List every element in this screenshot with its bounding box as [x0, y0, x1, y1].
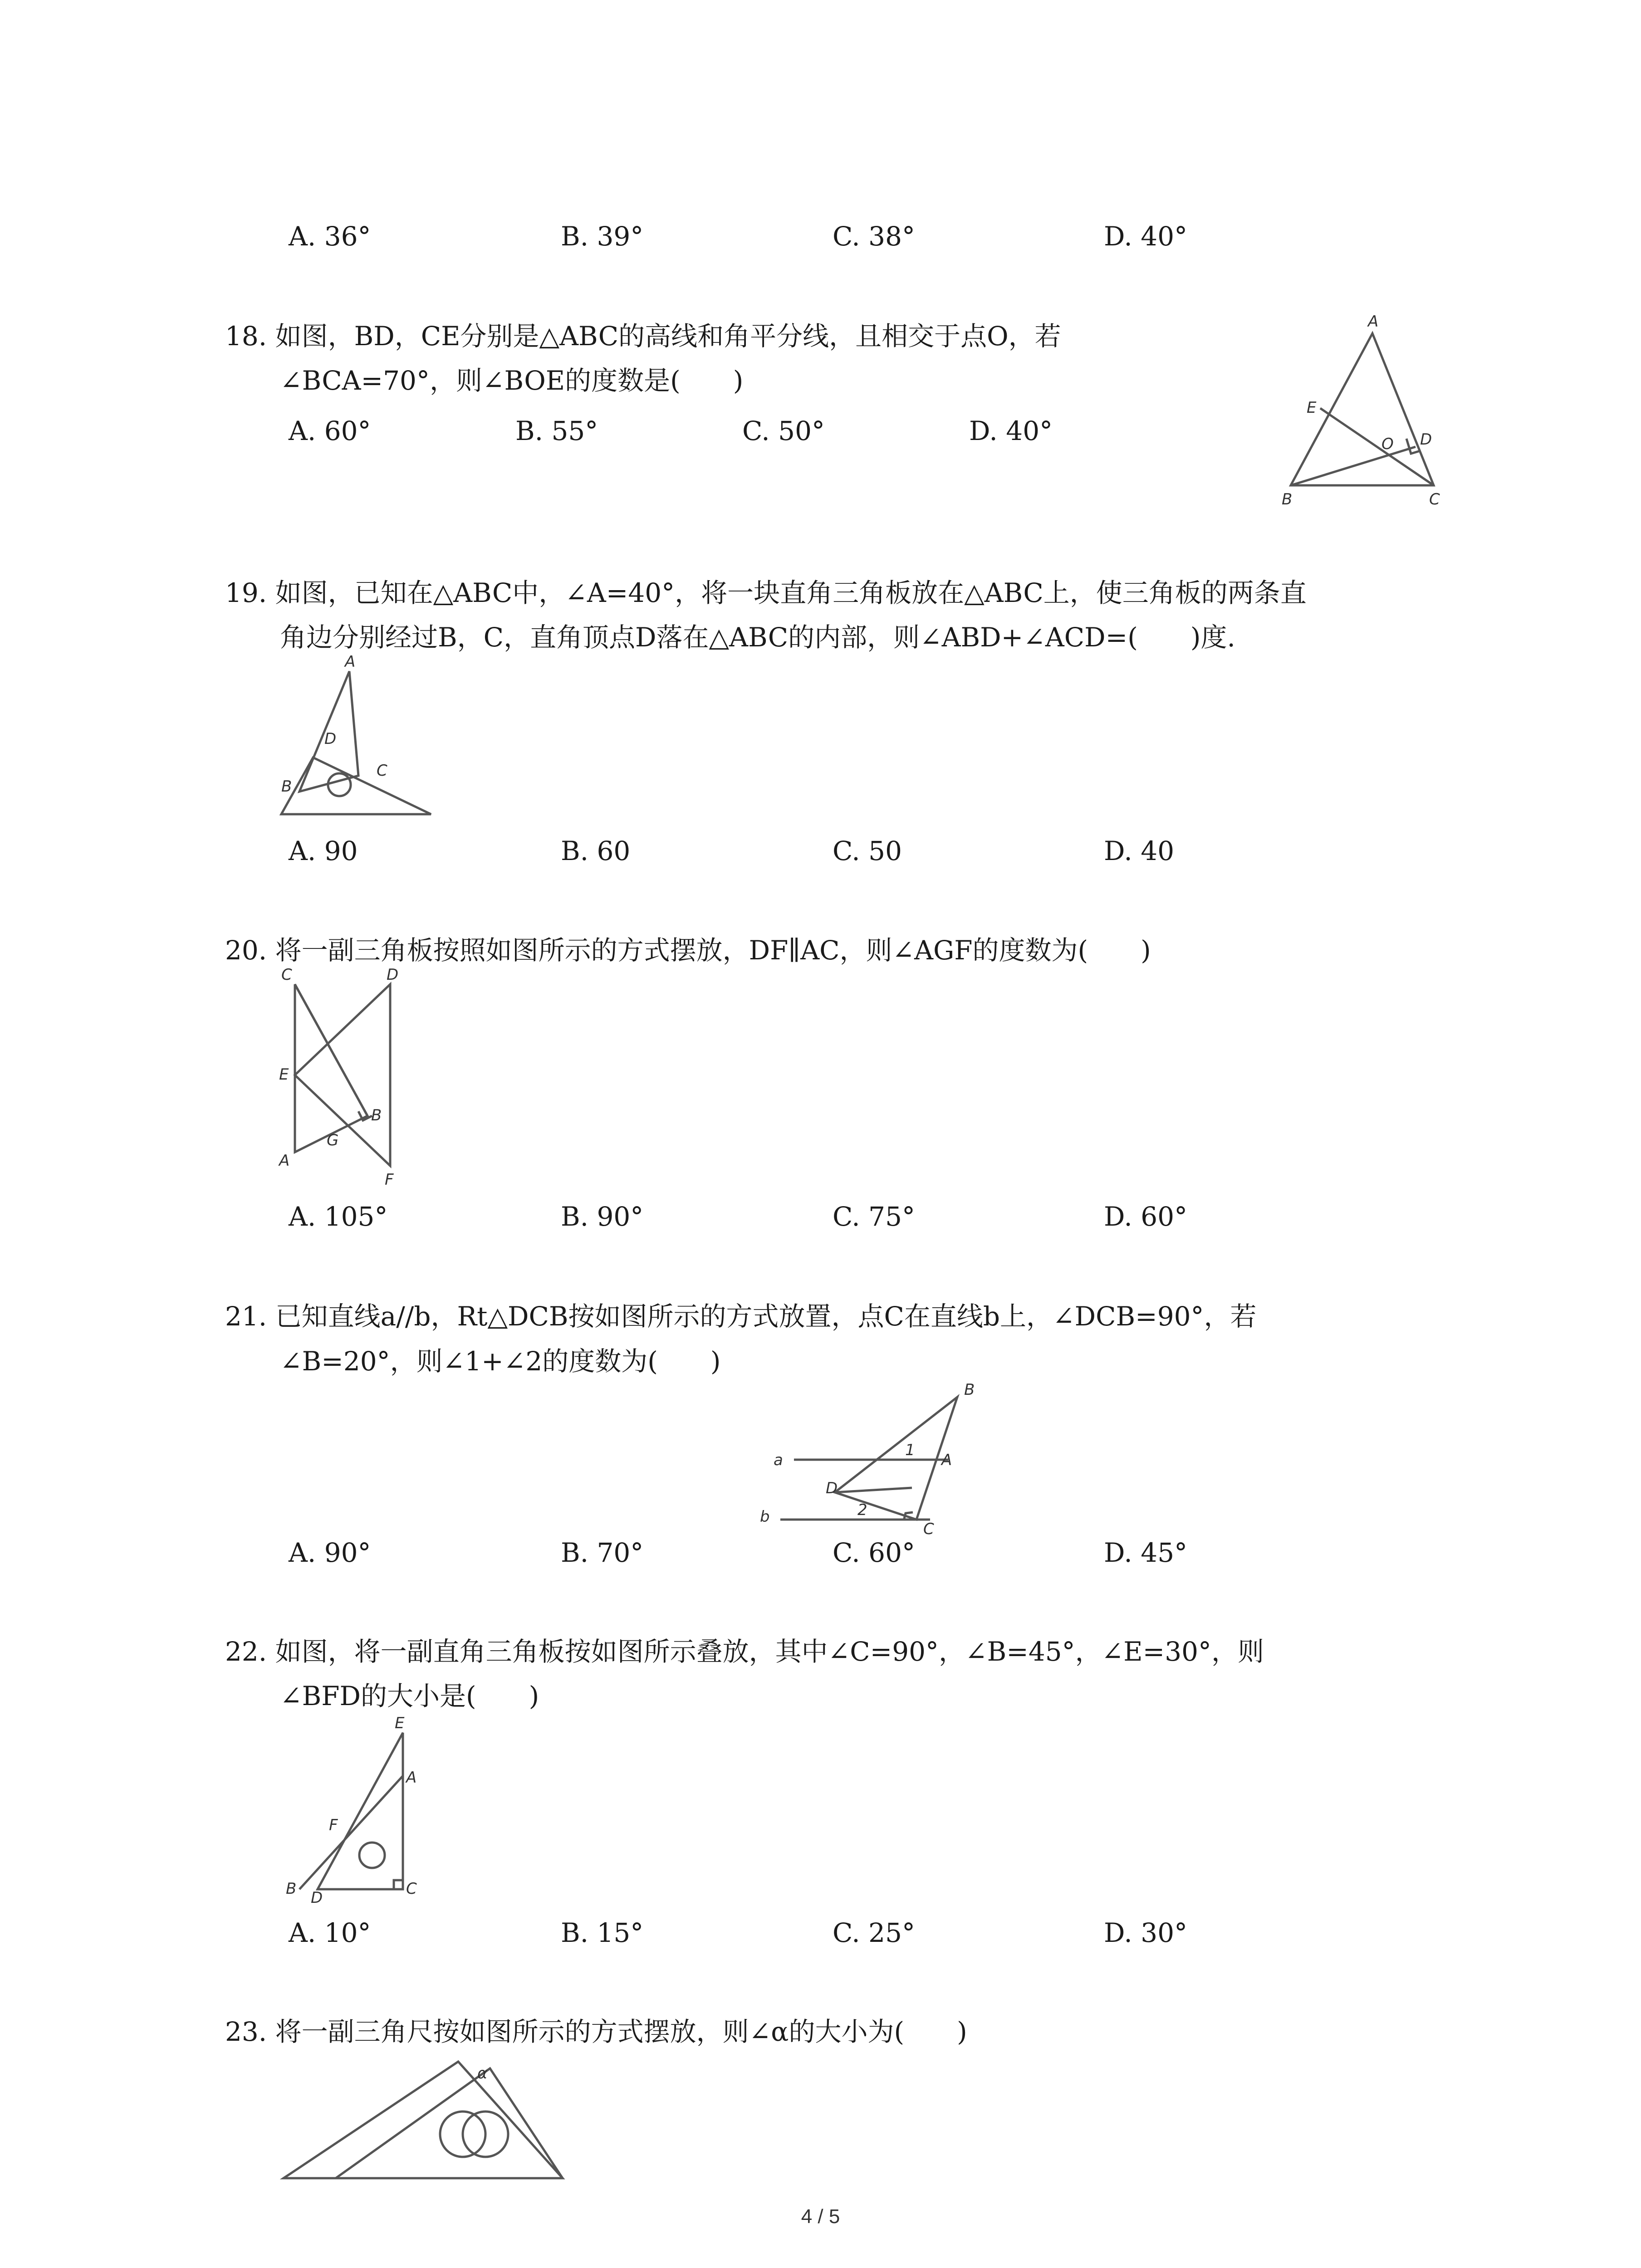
q22-label-b: B — [286, 1880, 297, 1898]
q20-figure — [268, 966, 422, 1193]
q22-label-a: A — [406, 1769, 417, 1787]
q21-label-angle-1: 1 — [905, 1441, 915, 1459]
q19-option-b: B. 60 — [561, 836, 631, 866]
q19-option-c: C. 50 — [833, 836, 902, 866]
q18-figure — [1270, 308, 1461, 517]
q20-option-b: B. 90° — [561, 1201, 644, 1232]
q19-label-b: B — [281, 777, 292, 796]
q18-label-o: O — [1381, 435, 1394, 453]
q20-option-c: C. 75° — [833, 1201, 915, 1232]
q18-label-c: C — [1429, 490, 1440, 508]
q22-line-1: 22. 如图，将一副直角三角板按如图所示叠放，其中∠C=90°，∠B=45°，∠E=30°，则 — [225, 1636, 1264, 1667]
q17-option-a: A. 36° — [289, 221, 371, 252]
q21-option-d: D. 45° — [1104, 1537, 1188, 1568]
q21-option-a: A. 90° — [289, 1537, 371, 1568]
q18-option-c: C. 50° — [742, 415, 825, 446]
q20-option-d: D. 60° — [1104, 1201, 1188, 1232]
q19-label-d: D — [324, 730, 337, 748]
q22-option-a: A. 10° — [289, 1917, 371, 1948]
q23-label-alpha: α — [477, 2064, 488, 2082]
q17-option-b: B. 39° — [561, 221, 644, 252]
q20-label-f: F — [385, 1171, 394, 1189]
q22-label-c: C — [406, 1880, 417, 1898]
q20-option-a: A. 105° — [289, 1201, 388, 1232]
q17-option-c: C. 38° — [833, 221, 915, 252]
q18-option-a: A. 60° — [289, 415, 371, 446]
q19-option-a: A. 90 — [289, 836, 358, 866]
q22-label-d: D — [311, 1889, 323, 1907]
q18-option-d: D. 40° — [969, 415, 1053, 446]
q17-option-d: D. 40° — [1104, 221, 1188, 252]
q21-label-line-a: a — [774, 1451, 783, 1469]
q19-option-d: D. 40 — [1104, 836, 1175, 866]
q20-label-a: A — [279, 1152, 290, 1170]
q22-option-b: B. 15° — [561, 1917, 644, 1948]
q21-label-angle-2: 2 — [857, 1501, 867, 1519]
q20-label-c: C — [281, 966, 292, 984]
q19-figure — [272, 653, 445, 826]
q21-label-d: D — [826, 1479, 838, 1497]
q18-option-b: B. 55° — [515, 415, 598, 446]
q21-option-c: C. 60° — [833, 1537, 915, 1568]
q21-line-2: ∠B=20°，则∠1+∠2的度数为( ) — [280, 1346, 721, 1377]
q19-label-c: C — [377, 762, 387, 780]
q18-label-e: E — [1307, 399, 1317, 417]
q21-label-line-b: b — [760, 1508, 770, 1526]
q21-figure — [749, 1374, 1003, 1538]
q22-line-2: ∠BFD的大小是( ) — [280, 1681, 539, 1711]
q19-label-a: A — [345, 653, 356, 671]
q21-label-b-point: B — [964, 1381, 975, 1399]
q23-line-1: 23. 将一副三角尺按如图所示的方式摆放，则∠α的大小为( ) — [225, 2016, 967, 2047]
q22-option-c: C. 25° — [833, 1917, 915, 1948]
q21-label-a-point: A — [941, 1451, 952, 1469]
q22-label-e: E — [395, 1714, 405, 1732]
q22-label-f: F — [329, 1816, 338, 1834]
q19-line-1: 19. 如图，已知在△ABC中，∠A=40°，将一块直角三角板放在△ABC上，使三角板的两条直 — [225, 577, 1307, 608]
page-number: 4 / 5 — [801, 2205, 840, 2228]
q21-option-b: B. 70° — [561, 1537, 644, 1568]
q20-label-b: B — [371, 1106, 382, 1124]
q20-line-1: 20. 将一副三角板按照如图所示的方式摆放，DF∥AC，则∠AGF的度数为( ) — [225, 935, 1151, 966]
q20-label-g: G — [327, 1131, 339, 1149]
q20-label-e: E — [279, 1066, 289, 1084]
q18-label-b: B — [1282, 490, 1293, 508]
q18-line-1: 18. 如图，BD，CE分别是△ABC的高线和角平分线，且相交于点O，若 — [225, 321, 1061, 352]
q22-figure — [272, 1710, 436, 1910]
q18-label-a: A — [1368, 313, 1379, 331]
q23-figure — [272, 2050, 581, 2186]
q18-line-2: ∠BCA=70°，则∠BOE的度数是( ) — [280, 365, 744, 396]
q18-label-d: D — [1420, 430, 1432, 449]
q19-line-2: 角边分别经过B，C，直角顶点D落在△ABC的内部，则∠ABD+∠ACD=( )度. — [280, 622, 1235, 653]
q21-line-1: 21. 已知直线a//b，Rt△DCB按如图所示的方式放置，点C在直线b上，∠DCB=90°，若 — [225, 1301, 1257, 1332]
q20-label-d: D — [387, 966, 399, 984]
q21-label-c: C — [923, 1520, 934, 1538]
q22-option-d: D. 30° — [1104, 1917, 1188, 1948]
